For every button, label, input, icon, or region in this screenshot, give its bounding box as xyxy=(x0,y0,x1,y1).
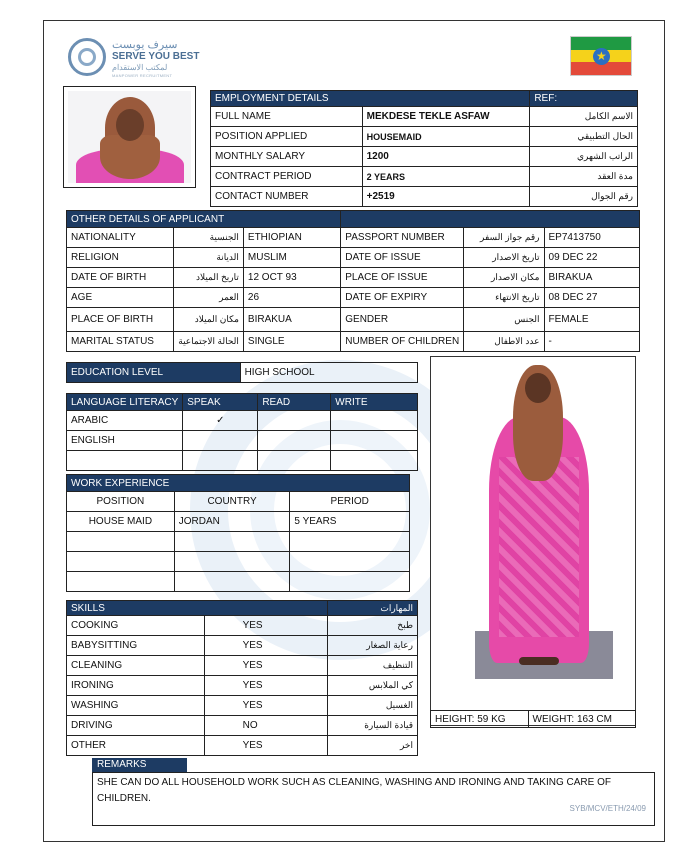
remarks-header: REMARKS xyxy=(92,758,187,772)
employment-details-table: EMPLOYMENT DETAILS REF: FULL NAME MEKDESE TEKLE ASFAW الاسم الكامل POSITION APPLIED HOUSEMAID الحال التطبيقي MONTHLY SALARY 1200 الراتب الشهري CONTRACT PERIOD 2 YEARS مدة العقد CONTACT NUMBER +2519 رقم الجوال xyxy=(210,90,638,207)
full-name-value: MEKDESE TEKLE ASFAW xyxy=(362,107,530,127)
education-header: EDUCATION LEVEL xyxy=(67,363,241,383)
applicant-portrait xyxy=(63,86,196,188)
skills-table: SKILLS المهارات COOKING YES طبخ BABYSITTING YES رعاية الصغار CLEANING YES التنظيف IRONING YES كي الملابس WASHING YES الغسيل DRIVING NO قيادة السيارة OTHER YES اخر xyxy=(66,600,418,756)
measurements-table xyxy=(430,710,636,728)
work-experience-table: WORK EXPERIENCE POSITION COUNTRY PERIOD HOUSE MAID JORDAN 5 YEARS xyxy=(66,474,410,592)
remarks-text: SHE CAN DO ALL HOUSEHOLD WORK SUCH AS CLEANING, WASHING AND IRONING AND TAKING CARE OF CHILDREN. xyxy=(97,777,611,804)
language-table: LANGUAGE LITERACY SPEAK READ WRITE ARABIC ✓ ENGLISH xyxy=(66,393,418,471)
arabic-speak-check: ✓ xyxy=(183,411,258,431)
applicant-full-photo xyxy=(430,356,636,726)
employment-header: EMPLOYMENT DETAILS xyxy=(211,91,530,107)
skills-header: SKILLS xyxy=(67,601,328,616)
company-logo: سيرف يوبست SERVE YOU BEST لمكتب الاستقدام MANPOWER RECRUITMENT xyxy=(68,38,218,82)
reference-code: SYB/MCV/ETH/24/09 xyxy=(569,804,646,813)
other-details-table: OTHER DETAILS OF APPLICANT NATIONALITY الجنسية ETHIOPIAN PASSPORT NUMBER رقم جواز السفر EP7413750 RELIGION الديانة MUSLIM DATE OF ISSUE تاريخ الاصدار 09 DEC 22 DATE OF BIRTH تاريخ الميلاد 12 OCT 93 PLACE OF ISSUE مكان الاصدار BIRAKUA AGE العمر 26 DATE OF EXPIRY تاريخ الانتهاء 08 DEC 27 PLACE OF BIRTH مكان الميلاد BIRAKUA GENDER الجنس FEMALE MARITAL STATUS الحالة الاجتماعية SINGLE NUMBER OF CHILDREN عدد الاطفال - xyxy=(66,210,640,352)
ethiopia-flag-icon xyxy=(570,36,632,76)
weight-value: WEIGHT: 163 CM xyxy=(528,711,636,728)
work-header: WORK EXPERIENCE xyxy=(67,475,410,492)
education-value: HIGH SCHOOL xyxy=(240,363,417,383)
height-value: HEIGHT: 59 KG xyxy=(431,711,529,728)
other-details-header: OTHER DETAILS OF APPLICANT xyxy=(67,211,341,228)
logo-mark-icon xyxy=(68,38,106,76)
remarks-section xyxy=(92,758,655,826)
ref-label: REF: xyxy=(530,91,638,107)
education-table xyxy=(66,362,418,383)
